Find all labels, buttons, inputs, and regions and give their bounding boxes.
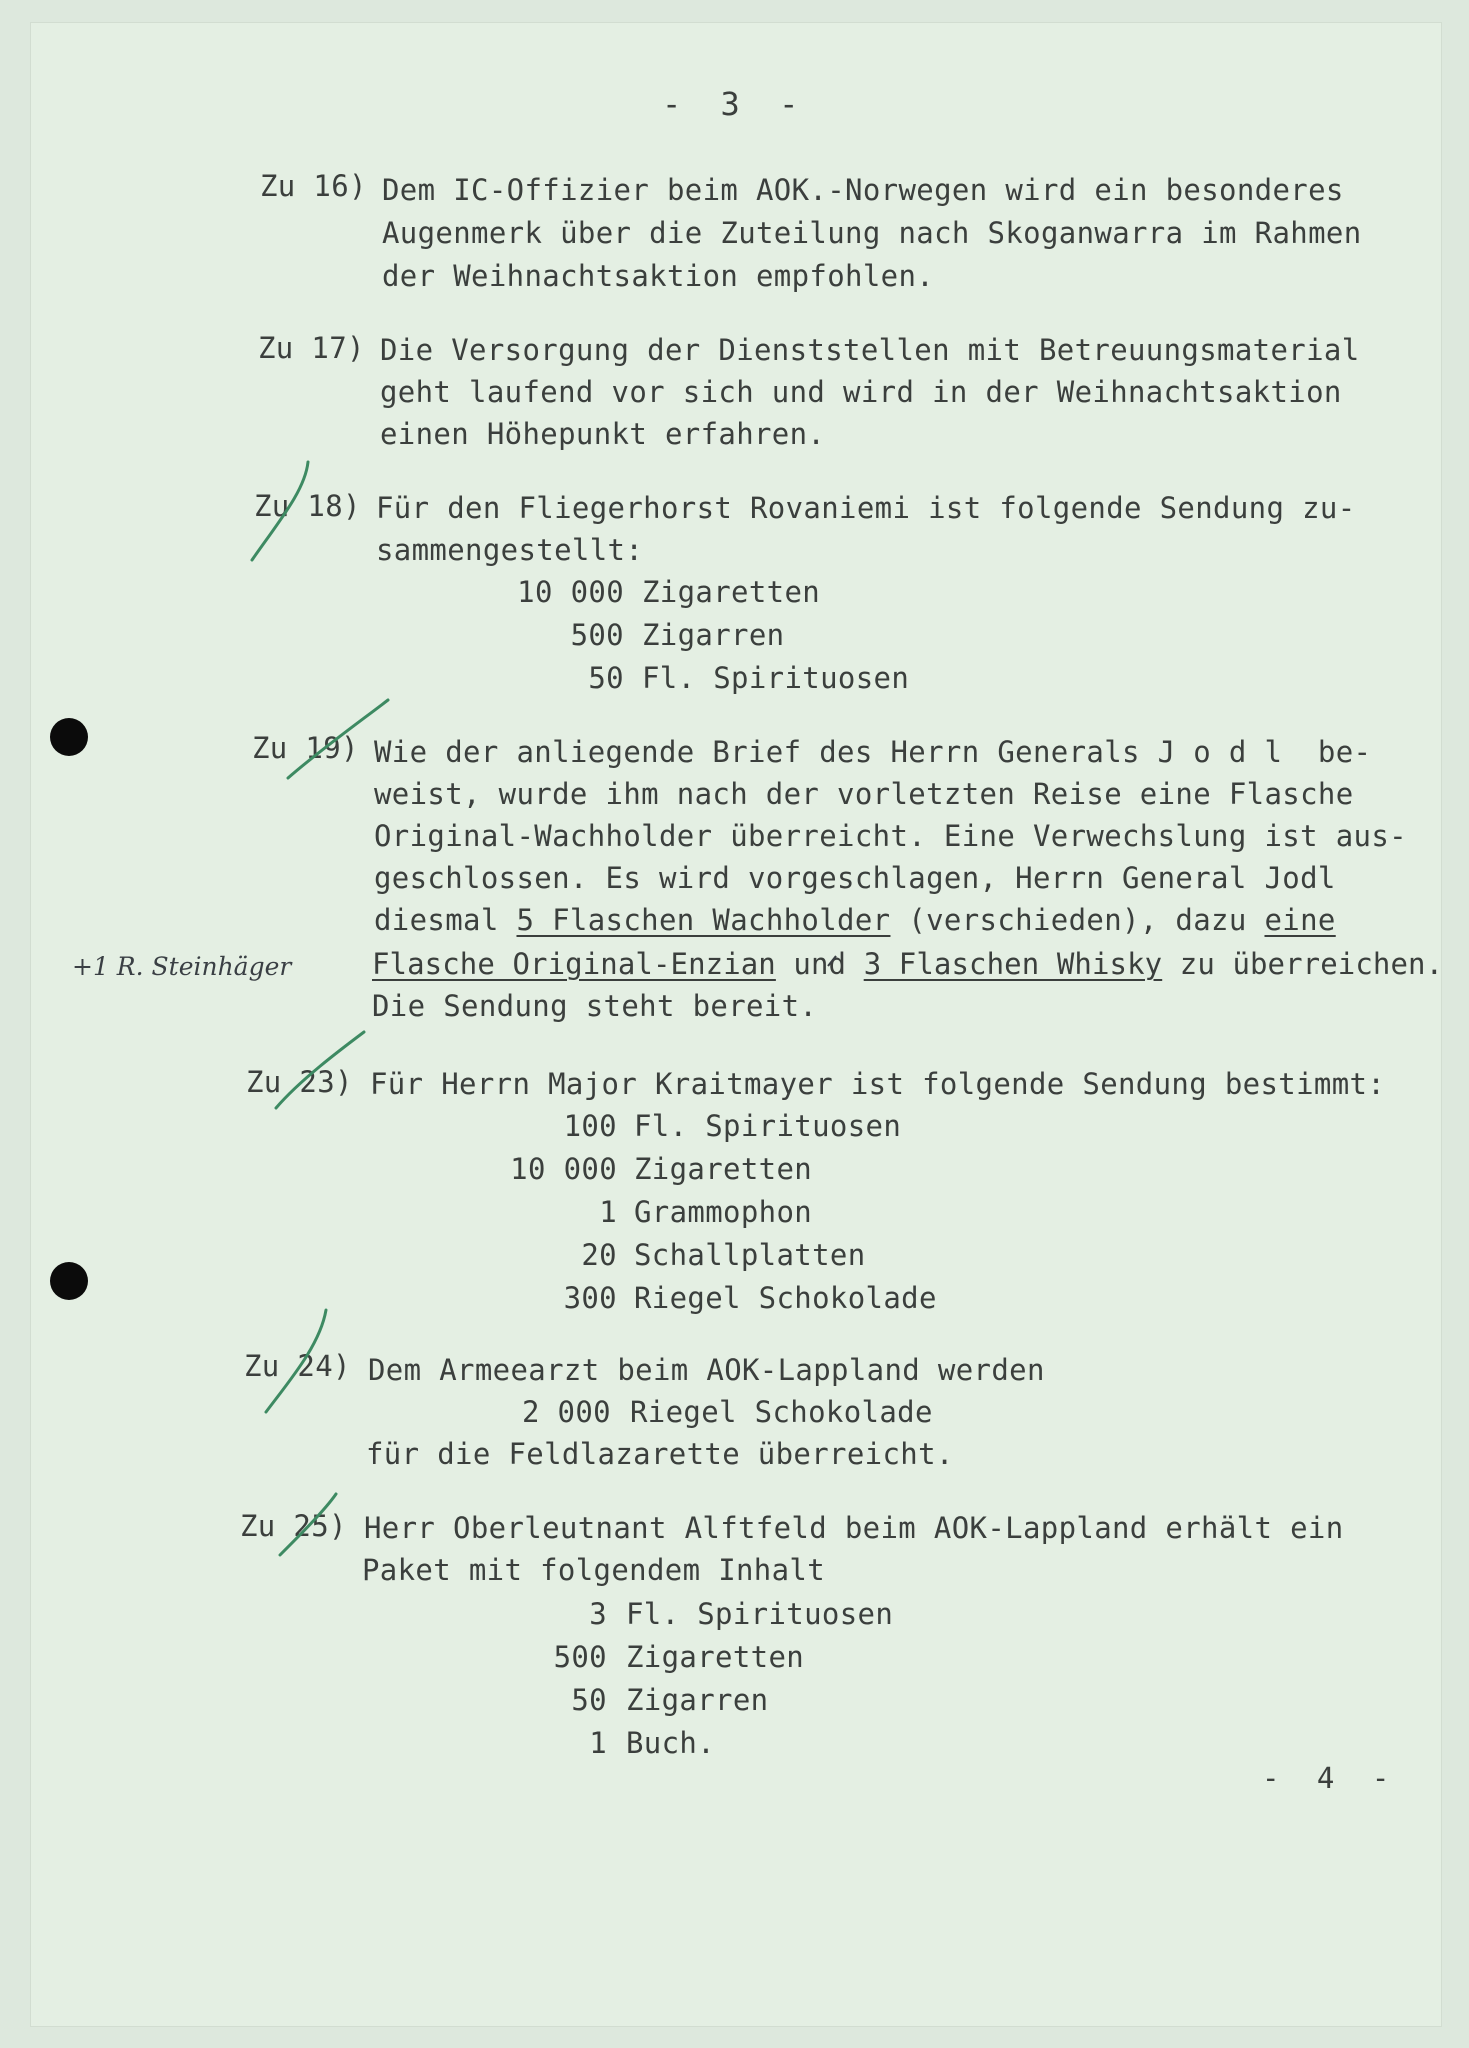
list-qty: 1 bbox=[589, 1726, 607, 1760]
underlined-text: 5 Flaschen Wachholder bbox=[516, 903, 891, 937]
list-qty: 500 bbox=[553, 1640, 607, 1674]
check-mark-icon bbox=[266, 1310, 326, 1412]
underlined-text: Flasche Original-Enzian bbox=[372, 947, 776, 981]
list-item: Grammophon bbox=[634, 1195, 813, 1229]
page-number: - 3 - bbox=[662, 85, 809, 123]
handwritten-margin-note: +1 R. Steinhäger bbox=[72, 952, 292, 981]
underlined-text: eine bbox=[1264, 903, 1336, 937]
section-label: Zu 18) bbox=[254, 489, 361, 523]
text-line: Die Sendung steht bereit. bbox=[372, 989, 818, 1023]
list-item: Zigaretten bbox=[634, 1152, 813, 1186]
list-qty: 50 bbox=[588, 661, 624, 695]
list-item: Fl. Spirituosen bbox=[634, 1109, 902, 1143]
text: zu überreichen. bbox=[1162, 947, 1444, 981]
check-mark-icon bbox=[276, 1032, 364, 1108]
text-line: Für Herrn Major Kraitmayer ist folgende Sendung bestimmt: bbox=[370, 1067, 1386, 1101]
text-line: einen Höhepunkt erfahren. bbox=[380, 417, 826, 451]
list-item: Zigarren bbox=[642, 618, 785, 652]
list-item: Riegel Schokolade bbox=[630, 1395, 933, 1429]
list-item: Riegel Schokolade bbox=[634, 1281, 937, 1315]
list-item: Buch. bbox=[626, 1726, 716, 1760]
list-qty: 100 bbox=[563, 1109, 617, 1143]
text: (verschieden), dazu bbox=[890, 903, 1265, 937]
list-item: Fl. Spirituosen bbox=[626, 1597, 894, 1631]
text-line: Dem Armeearzt beim AOK-Lappland werden bbox=[368, 1353, 1045, 1387]
check-mark-icon bbox=[280, 1494, 336, 1555]
list-item: Fl. Spirituosen bbox=[642, 661, 910, 695]
list-item: Zigaretten bbox=[642, 575, 821, 609]
text-line: Paket mit folgendem Inhalt bbox=[362, 1553, 826, 1587]
list-qty: 2 000 bbox=[521, 1395, 611, 1429]
list-qty: 300 bbox=[563, 1281, 617, 1315]
list-item: Zigaretten bbox=[626, 1640, 805, 1674]
text-line: Augenmerk über die Zuteilung nach Skoganwarra im Rahmen bbox=[382, 216, 1362, 250]
text-line: für die Feldlazarette überreicht. bbox=[366, 1437, 954, 1471]
list-qty: 50 bbox=[571, 1683, 607, 1717]
underlined-text: 3 Flaschen Whisky bbox=[863, 947, 1163, 981]
check-mark-icon bbox=[252, 462, 308, 560]
text-line: geschlossen. Es wird vorgeschlagen, Herrn General Jodl bbox=[374, 861, 1336, 895]
text-line: Herr Oberleutnant Alftfeld beim AOK-Lappland erhält ein bbox=[364, 1511, 1344, 1545]
text-line: Dem IC-Offizier beim AOK.-Norwegen wird ein besonderes bbox=[382, 173, 1344, 207]
text-line: weist, wurde ihm nach der vorletzten Reise eine Flasche bbox=[374, 777, 1354, 811]
list-qty: 10 000 bbox=[510, 1152, 617, 1186]
text-line: sammengestellt: bbox=[376, 533, 644, 567]
pencil-tick-icon bbox=[828, 956, 836, 966]
text-line: Original-Wachholder überreicht. Eine Verwechslung ist aus- bbox=[374, 819, 1407, 853]
section-label: Zu 25) bbox=[240, 1509, 347, 1543]
text: und bbox=[775, 947, 864, 981]
text-line: der Weihnachtsaktion empfohlen. bbox=[382, 259, 935, 293]
list-item: Schallplatten bbox=[634, 1238, 866, 1272]
list-qty: 1 bbox=[599, 1195, 617, 1229]
list-qty: 10 000 bbox=[517, 575, 624, 609]
text-line: Wie der anliegende Brief des Herrn Generals J o d l be- bbox=[374, 735, 1372, 769]
list-qty: 20 bbox=[581, 1238, 617, 1272]
section-label: Zu 24) bbox=[244, 1349, 351, 1383]
text-line: geht laufend vor sich und wird in der Weihnachtsaktion bbox=[380, 375, 1342, 409]
list-qty: 3 bbox=[589, 1597, 607, 1631]
text-line: Für den Fliegerhorst Rovaniemi ist folgende Sendung zu- bbox=[376, 491, 1356, 525]
next-page-marker: - 4 - bbox=[1262, 1761, 1400, 1795]
section-label: Zu 23) bbox=[246, 1065, 353, 1099]
list-qty: 500 bbox=[570, 618, 624, 652]
section-label: Zu 16) bbox=[260, 169, 367, 203]
section-label: Zu 19) bbox=[252, 731, 359, 765]
text-line: Die Versorgung der Dienststellen mit Betreuungsmaterial bbox=[380, 333, 1360, 367]
check-mark-icon bbox=[288, 700, 388, 778]
text: diesmal bbox=[374, 903, 517, 937]
section-label: Zu 17) bbox=[258, 331, 365, 365]
list-item: Zigarren bbox=[626, 1683, 769, 1717]
